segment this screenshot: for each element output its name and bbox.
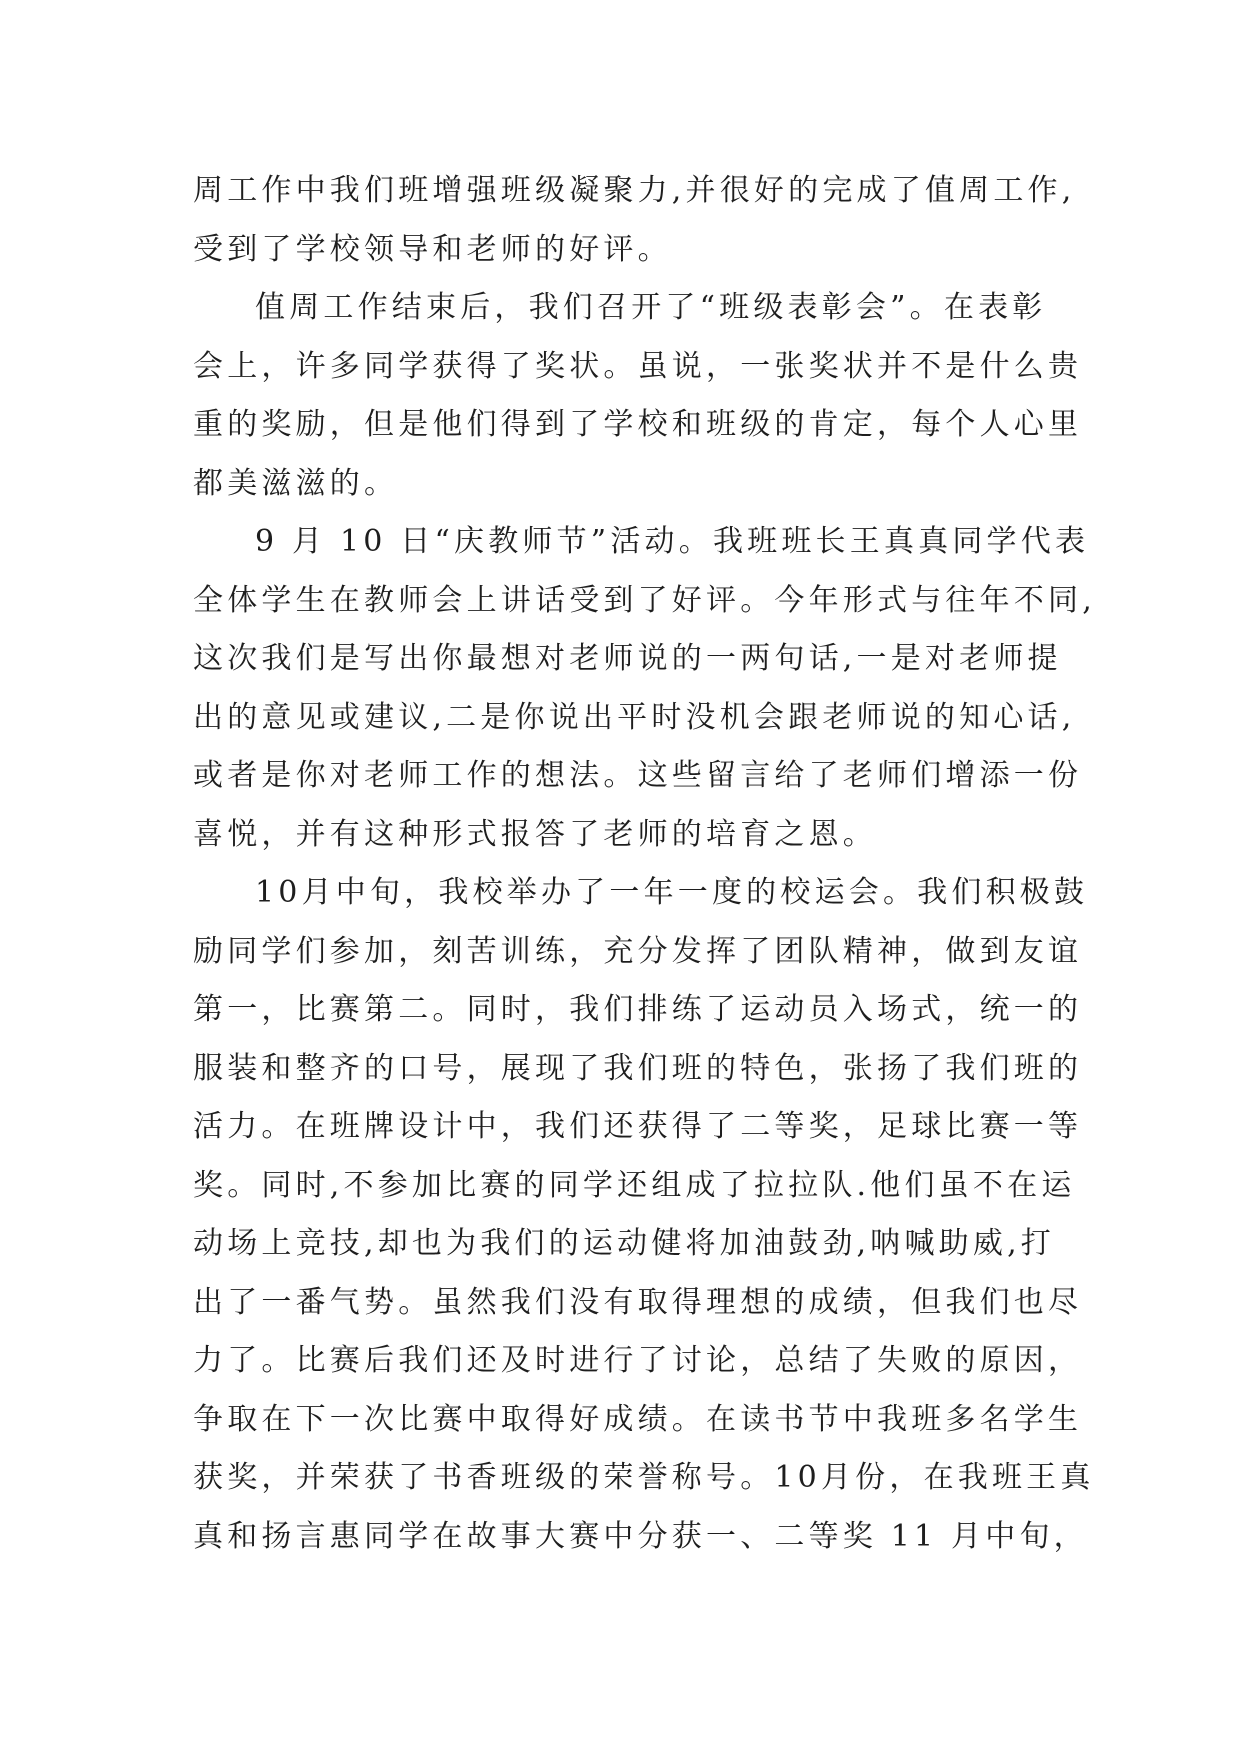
- text-line: 这次我们是写出你最想对老师说的一两句话,一是对老师提: [193, 641, 1062, 676]
- text-line: 全体学生在教师会上讲话受到了好评。今年形式与往年不同,: [193, 582, 1096, 618]
- text-line: 服装和整齐的口号，展现了我们班的特色，张扬了我们班的: [193, 1050, 1083, 1086]
- paragraph-start-line: 9 月 10 日“庆教师节”活动。我班班长王真真同学代表: [255, 524, 1090, 559]
- paragraph-start-line: 值周工作结束后，我们召开了“班级表彰会”。在表彰: [255, 290, 1047, 325]
- text-line: 争取在下一次比赛中取得好成绩。在读书节中我班多名学生: [193, 1401, 1083, 1437]
- text-line: 受到了学校领导和老师的好评。: [193, 231, 672, 267]
- text-line: 重的奖励，但是他们得到了学校和班级的肯定，每个人心里: [193, 407, 1083, 442]
- text-line: 真和扬言惠同学在故事大赛中分获一、二等奖 11 月中旬，: [193, 1518, 1088, 1554]
- text-line: 励同学们参加，刻苦训练，充分发挥了团队精神，做到友谊: [193, 933, 1083, 969]
- text-line: 周工作中我们班增强班级凝聚力,并很好的完成了值周工作,: [193, 173, 1076, 208]
- text-line: 会上，许多同学获得了奖状。虽说，一张奖状并不是什么贵: [193, 348, 1083, 384]
- text-line: 获奖，并荣获了书香班级的荣誉称号。10月份，在我班王真: [193, 1460, 1095, 1495]
- text-line: 或者是你对老师工作的想法。这些留言给了老师们增添一份: [193, 758, 1083, 793]
- text-line: 动场上竞技,却也为我们的运动健将加油鼓劲,呐喊助威,打: [193, 1226, 1056, 1261]
- text-line: 活力。在班牌设计中，我们还获得了二等奖，足球比赛一等: [193, 1109, 1083, 1144]
- text-line: 力了。比赛后我们还及时进行了讨论，总结了失败的原因，: [193, 1343, 1083, 1378]
- text-line: 奖。同时,不参加比赛的同学还组成了拉拉队.他们虽不在运: [193, 1167, 1076, 1203]
- document-body: [193, 162, 1096, 1566]
- text-line: 第一，比赛第二。同时，我们排练了运动员入场式，统一的: [193, 992, 1083, 1027]
- paragraph-start-line: 10月中旬，我校举办了一年一度的校运会。我们积极鼓: [255, 875, 1089, 910]
- text-line: 出的意见或建议,二是你说出平时没机会跟老师说的知心话,: [193, 699, 1076, 735]
- text-line: 都美滋滋的。: [193, 465, 399, 501]
- text-line: 出了一番气势。虽然我们没有取得理想的成绩，但我们也尽: [193, 1284, 1083, 1320]
- text-line: 喜悦，并有这种形式报答了老师的培育之恩。: [193, 816, 877, 852]
